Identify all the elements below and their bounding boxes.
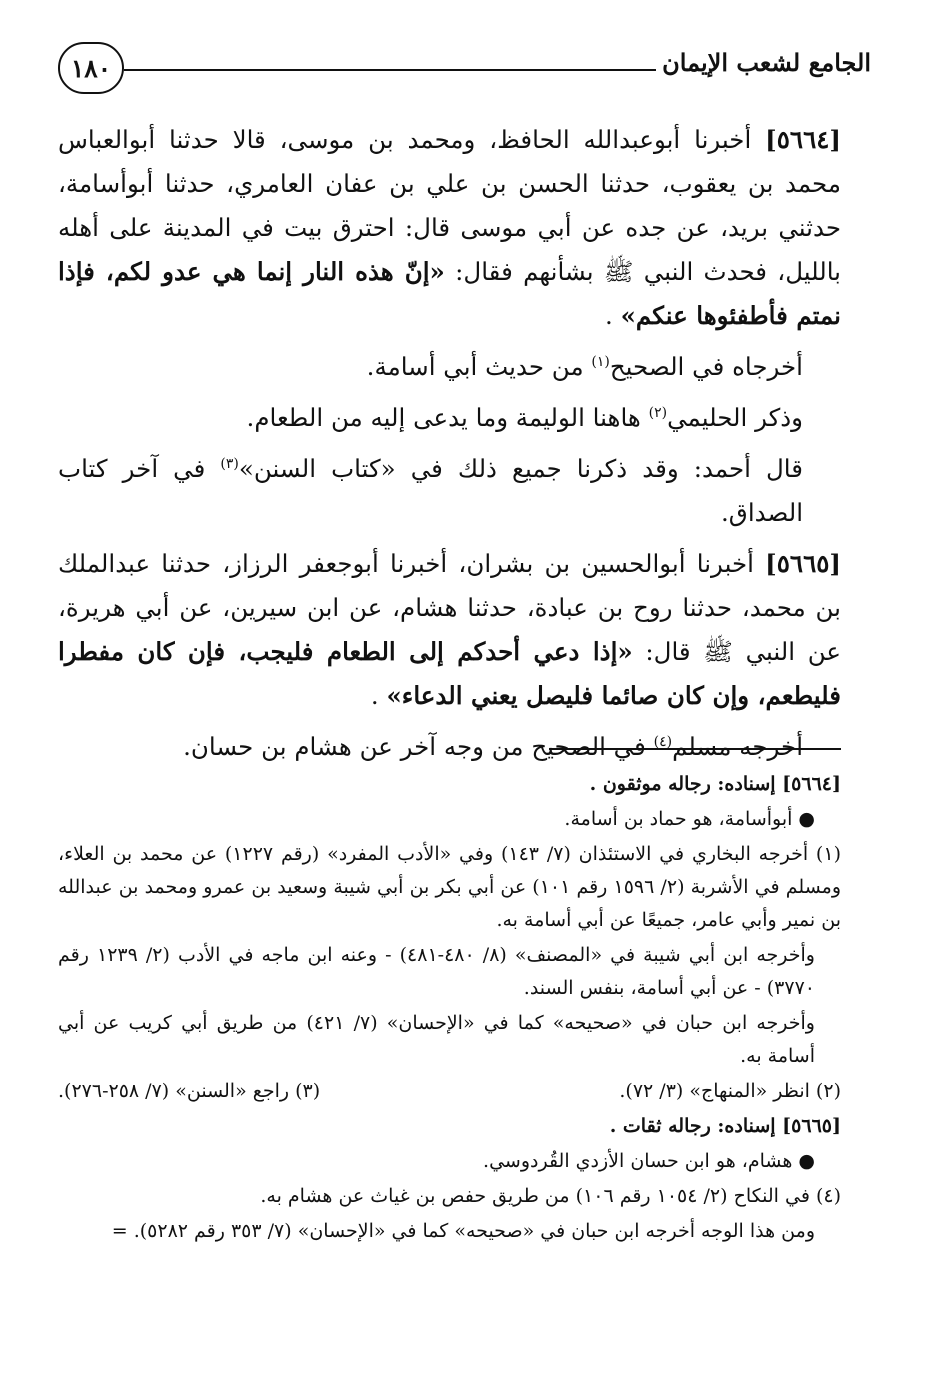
hadith-number: [٥٦٦٤]: [765, 125, 841, 154]
muslim-paragraph: [58, 725, 841, 769]
page-number: ١٨٠: [58, 42, 124, 94]
paragraph-text: قال أحمد: وقد ذكرنا جميع ذلك في «كتاب السنن»: [238, 454, 803, 483]
running-title: الجامع لشعب الإيمان: [662, 48, 871, 77]
footnote-4: (٤) في النكاح (٢/ ١٠٥٤ رقم ١٠٦) من طريق حفص بن غياث عن هشام به.: [260, 1185, 841, 1207]
footnote-bullet: [58, 1145, 841, 1178]
footnote-4-cont: ومن هذا الوجه أخرجه ابن حبان في «صحيحه» كما في «الإحسان» (٧/ ٣٥٣ رقم ٥٢٨٢). =: [111, 1220, 815, 1242]
footnote-ref[interactable]: (٤): [653, 733, 673, 750]
footnote-text: هشام، هو ابن حسان الأزدي القُردوسي.: [483, 1150, 793, 1172]
footnote-2: (٢) انظر «المنهاج» (٣/ ٧٢).: [619, 1080, 841, 1102]
hadith-matn: «إنّ هذه النار إنما هي عدو لكم، فإذا نمتم فأطفئوها عنكم»: [58, 257, 841, 330]
footnote-3: (٣) راجع «السنن» (٧/ ٢٥٨-٢٧٦).: [58, 1080, 321, 1102]
footnote-text: أبوأسامة، هو حماد بن أسامة.: [564, 808, 793, 830]
paragraph-text: وذكر الحليمي: [667, 403, 803, 432]
main-text: [58, 118, 841, 776]
footnotes: [58, 768, 841, 1250]
footnote-separator: [549, 748, 841, 750]
footnote-row-2-3: [58, 1075, 841, 1108]
halimi-paragraph: [58, 396, 841, 440]
hadith-5665: [58, 542, 841, 718]
hadith-chain: أخبرنا أبوالحسين بن بشران، أخبرنا أبوجعفر الرزاز، حدثنا عبدالملك بن محمد، حدثنا روح بن عبادة، حدثنا هشام، عن ابن سيرين، عن أبي هريرة، عن النبي ﷺ قال:: [58, 549, 842, 666]
paragraph-text: في الصحيح من وجه آخر عن هشام بن حسان.: [183, 732, 654, 761]
footnote-1: (١) أخرجه البخاري في الاستئذان (٧/ ١٤٣) وفي «الأدب المفرد» (رقم ١٢٢٧) عن محمد بن العلاء، ومسلم في الأشربة (٢/ ١٥٩٦ رقم ١٠١) عن أبي بكر بن أبي شيبة وسعيد بن عمرو ومحمد بن عبدالله بن نمير وأبي عامر، جميعًا عن أبي أسامة به.: [58, 843, 841, 931]
takhrij-paragraph: [58, 345, 841, 389]
footnote-ref[interactable]: (٢): [648, 404, 668, 421]
paragraph-text: هاهنا الوليمة وما يدعى إليه من الطعام.: [246, 403, 649, 432]
hadith-matn: «إذا دعي أحدكم إلى الطعام فليجب، فإن كان مفطرا فليطعم، وإن كان صائما فليصل يعني الدعاء»: [58, 637, 841, 710]
paragraph-text: من حديث أبي أسامة.: [366, 352, 592, 381]
paragraph-text: في آخر كتاب الصداق.: [58, 454, 803, 527]
footnote-bullet: [58, 803, 841, 836]
header-rule: [124, 69, 656, 71]
footnote-5664-head: [٥٦٦٤] إسناده: رجاله موثقون .: [589, 773, 841, 795]
paragraph-text: أخرجاه في الصحيح: [609, 352, 803, 381]
hadith-5664: [58, 118, 841, 338]
hadith-end: .: [370, 681, 387, 710]
footnote-1-cont: وأخرجه ابن أبي شيبة في «المصنف» (٨/ ٤٨٠-٤٨١) - وعنه ابن ماجه في الأدب (٢/ ١٢٣٩ رقم ٣٧٧٠) - عن أبي أسامة، بنفس السند.: [58, 944, 815, 999]
hadith-end: .: [605, 301, 621, 330]
hadith-number: [٥٦٦٥]: [765, 549, 841, 578]
ahmad-paragraph: [58, 447, 841, 535]
hadith-chain: أخبرنا أبوعبدالله الحافظ، ومحمد بن موسى، قالا حدثنا أبوالعباس محمد بن يعقوب، حدثنا الحسن بن علي بن عفان العامري، حدثنا أبوأسامة، حدثني بريد، عن جده عن أبي موسى قال: احترق بيت في المدينة على أهله بالليل، فحدث النبي ﷺ بشأنهم فقال:: [58, 125, 841, 286]
bullet-icon: ●: [798, 1150, 815, 1172]
footnote-5665-head: [٥٦٦٥] إسناده: رجاله ثقات .: [609, 1115, 841, 1137]
paragraph-text: أخرجه مسلم: [672, 732, 803, 761]
footnote-ref[interactable]: (٣): [220, 455, 239, 472]
footnote-1-cont: وأخرجه ابن حبان في «صحيحه» كما في «الإحسان» (٧/ ٤٢١) من طريق أبي كريب عن أبي أسامة به.: [58, 1012, 815, 1067]
bullet-icon: ●: [798, 808, 815, 830]
page-header: [58, 40, 871, 102]
footnote-ref[interactable]: (١): [591, 353, 610, 370]
